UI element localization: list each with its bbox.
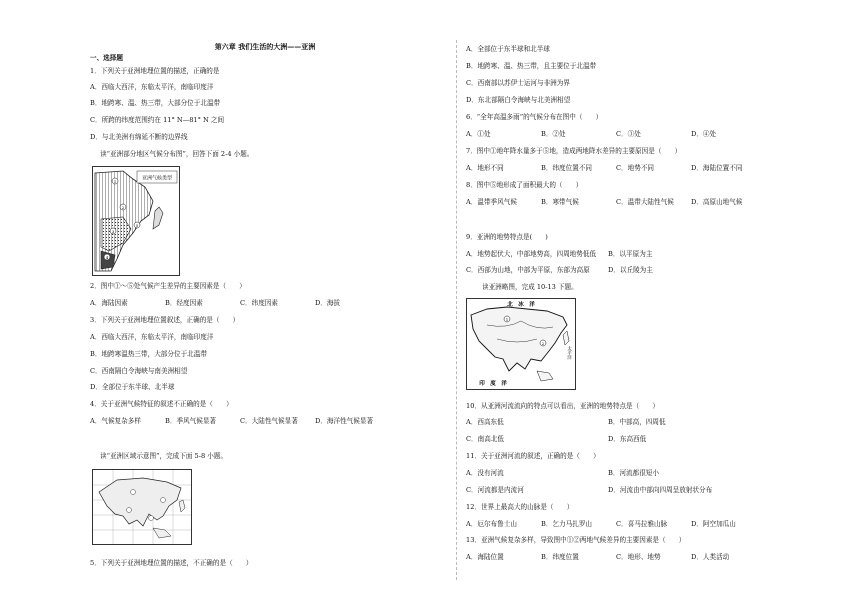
svg-text:5: 5 <box>135 223 139 228</box>
q8-option-c: C．温带大陆性气候 <box>616 198 674 206</box>
q13-option-a: A．海陆位置 <box>466 553 504 561</box>
q3-option-a: A．西临大西洋，东临太平洋，南临印度洋 <box>90 333 214 341</box>
q2-option-b: B．经度因素 <box>165 299 203 307</box>
q7-option-a: A．地形不同 <box>466 164 504 172</box>
q13-options <box>466 553 766 562</box>
q12-option-d: D．阿空加瓜山 <box>691 520 736 528</box>
q8-option-b: B．寒带气候 <box>541 198 579 206</box>
q10-option-a: A．西高东低 <box>466 418 504 426</box>
q11-option-d: D．河流由中部向四周呈放射状分布 <box>608 486 713 494</box>
question-4: 4．关于亚洲气候特征的叙述不正确的是（ ） <box>90 400 233 408</box>
q4-option-b: B．季风气候显著 <box>165 417 217 425</box>
q10-options-row1 <box>466 418 728 427</box>
question-6: 6．“全年高温多雨”的气候分布在图中（ ） <box>466 113 603 121</box>
asia-region-map <box>92 469 192 545</box>
q3-option-c: C．西南隔白令海峡与南美洲相望 <box>90 367 188 375</box>
q13-option-d: D．人类活动 <box>691 553 730 561</box>
q7-option-b: B．纬度位置不同 <box>541 164 593 172</box>
q4-option-c: C．大陆性气候显著 <box>240 417 298 425</box>
q11-option-c: C．河流都是内流河 <box>466 486 524 494</box>
q11-options-row2 <box>466 486 728 495</box>
svg-text:3: 3 <box>111 229 115 234</box>
q5-option-d: D．东北部隔白令海峡与北美洲相望 <box>466 96 571 104</box>
q1-option-c: C．所跨的纬度范围约在 11° N—81° N 之间 <box>90 116 225 124</box>
question-5: 5．下列关于亚洲地理位置的描述，不正确的是（ ） <box>90 559 253 567</box>
q12-option-b: B．乞力马扎罗山 <box>541 520 593 528</box>
svg-text:2: 2 <box>121 205 125 210</box>
reading-prompt-2: 读“亚洲区域示意图”，完成下面 5-8 小题。 <box>100 452 228 460</box>
q1-option-d: D．与北美洲有绵延不断的边界线 <box>90 133 188 141</box>
q6-option-d: D．④处 <box>691 130 717 138</box>
q11-option-b: B．河流都很短小 <box>608 469 660 477</box>
svg-text:2: 2 <box>541 341 545 346</box>
q3-option-d: D．全部位于东半球、北半球 <box>90 383 175 391</box>
q7-options <box>466 164 766 173</box>
question-2: 2．图中①～⑤处气候产生差异的主要因素是（ ） <box>90 282 246 290</box>
svg-text:1: 1 <box>113 179 117 184</box>
q2-option-a: A．海陆因素 <box>90 299 128 307</box>
q13-option-b: B．纬度位置 <box>541 553 579 561</box>
section-heading: 一、选择题 <box>90 54 123 62</box>
question-7: 7．图中①地年降水量多于⑤地，造成两地降水差异的主要原因是（ ） <box>466 147 682 155</box>
q12-option-a: A．厄尔布鲁士山 <box>466 520 517 528</box>
q6-option-c: C．③处 <box>616 130 641 138</box>
indian-ocean-label: 印 度 洋 <box>479 381 507 387</box>
q13-option-c: C．地形、地势 <box>616 553 661 561</box>
climate-map <box>92 166 180 276</box>
question-13: 13．亚洲气候复杂多样，导致图中①②两地气候差异的主要因素是（ ） <box>466 536 686 544</box>
q11-option-a: A．没有河流 <box>466 469 504 477</box>
arctic-ocean-label: 北 冰 洋 <box>507 302 535 308</box>
reading-prompt-1: 读“亚洲部分地区气候分布图”，回答下面 2-4 小题。 <box>100 150 254 158</box>
pacific-ocean-label: 太平洋 <box>566 346 572 360</box>
question-3: 3．下列关于亚洲地理位置叙述，正确的是（ ） <box>90 316 240 324</box>
q8-option-d: D．高原山地气候 <box>691 198 743 206</box>
q6-option-b: B．②处 <box>541 130 566 138</box>
q4-option-d: D．海洋性气候显著 <box>315 417 374 425</box>
svg-text:4: 4 <box>105 255 109 260</box>
asia-sketch-map <box>466 298 576 390</box>
q7-option-d: D．海陆位置不同 <box>691 164 743 172</box>
q10-option-b: B．中部高，四周低 <box>608 418 666 426</box>
question-11: 11．关于亚洲河流的叙述，正确的是（ ） <box>466 452 600 460</box>
q5-option-a: A．全部位于东半球和北半球 <box>466 45 550 53</box>
q11-options-row1 <box>466 469 728 478</box>
q2-options <box>90 299 390 308</box>
page-divider <box>456 40 457 580</box>
reading-prompt-3: 读亚洲略图，完成 10-13 下题。 <box>482 283 578 291</box>
q10-option-d: D．东高西低 <box>608 435 647 443</box>
q1-option-b: B．地跨寒、温、热三带，大部分位于北温带 <box>90 99 221 107</box>
q9-option-a: A．地势起伏大，中部地势高，四周地势低低 <box>466 250 597 258</box>
question-10: 10．从亚洲河流流向的特点可以看出，亚洲的地势特点是（ ） <box>466 402 660 410</box>
q12-option-c: C．喜马拉雅山脉 <box>616 520 668 528</box>
svg-text:1: 1 <box>505 317 509 322</box>
question-9: 9．亚洲的地势特点是( ) <box>466 233 548 241</box>
q9-option-c: C．西部为山地，中部为平原，东部为高原 <box>466 266 590 274</box>
q1-option-a: A．西临大西洋，东临太平洋，南临印度洋 <box>90 83 214 91</box>
q12-options <box>466 520 766 529</box>
q3-option-b: B．地跨寒温热三带，大部分位于北温带 <box>90 350 207 358</box>
climate-map-title: 亚洲气候类型 <box>141 175 173 182</box>
q7-option-c: C．地势不同 <box>616 164 655 172</box>
question-8: 8．图中⑤地形成了面积最大的（ ） <box>466 181 583 189</box>
question-1: 1．下列关于亚洲地理位置的描述，正确的是 <box>90 67 220 75</box>
q8-options <box>466 198 766 207</box>
q9-options-row2 <box>466 266 728 275</box>
q2-option-c: C．纬度因素 <box>240 299 279 307</box>
q4-option-a: A．气候复杂多样 <box>90 417 141 425</box>
q6-options <box>466 130 766 139</box>
q10-option-c: C．南高北低 <box>466 435 505 443</box>
q10-options-row2 <box>466 435 728 444</box>
q4-options <box>90 417 390 426</box>
q9-options-row1 <box>466 250 728 259</box>
page-title: 第六章 我们生活的大洲——亚洲 <box>214 42 316 51</box>
question-12: 12．世界上最高大的山脉是（ ） <box>466 503 574 511</box>
q5-option-b: B．地跨寒、温、热三带，且主要位于北温带 <box>466 62 597 70</box>
q9-option-d: D．以丘陵为主 <box>608 266 653 274</box>
q5-option-c: C．西南部以苏伊士运河与非洲为界 <box>466 79 570 87</box>
q9-option-b: B．以平原为主 <box>608 250 653 258</box>
q8-option-a: A．温带季风气候 <box>466 198 517 206</box>
q6-option-a: A．①处 <box>466 130 491 138</box>
q2-option-d: D．海拔 <box>315 299 341 307</box>
